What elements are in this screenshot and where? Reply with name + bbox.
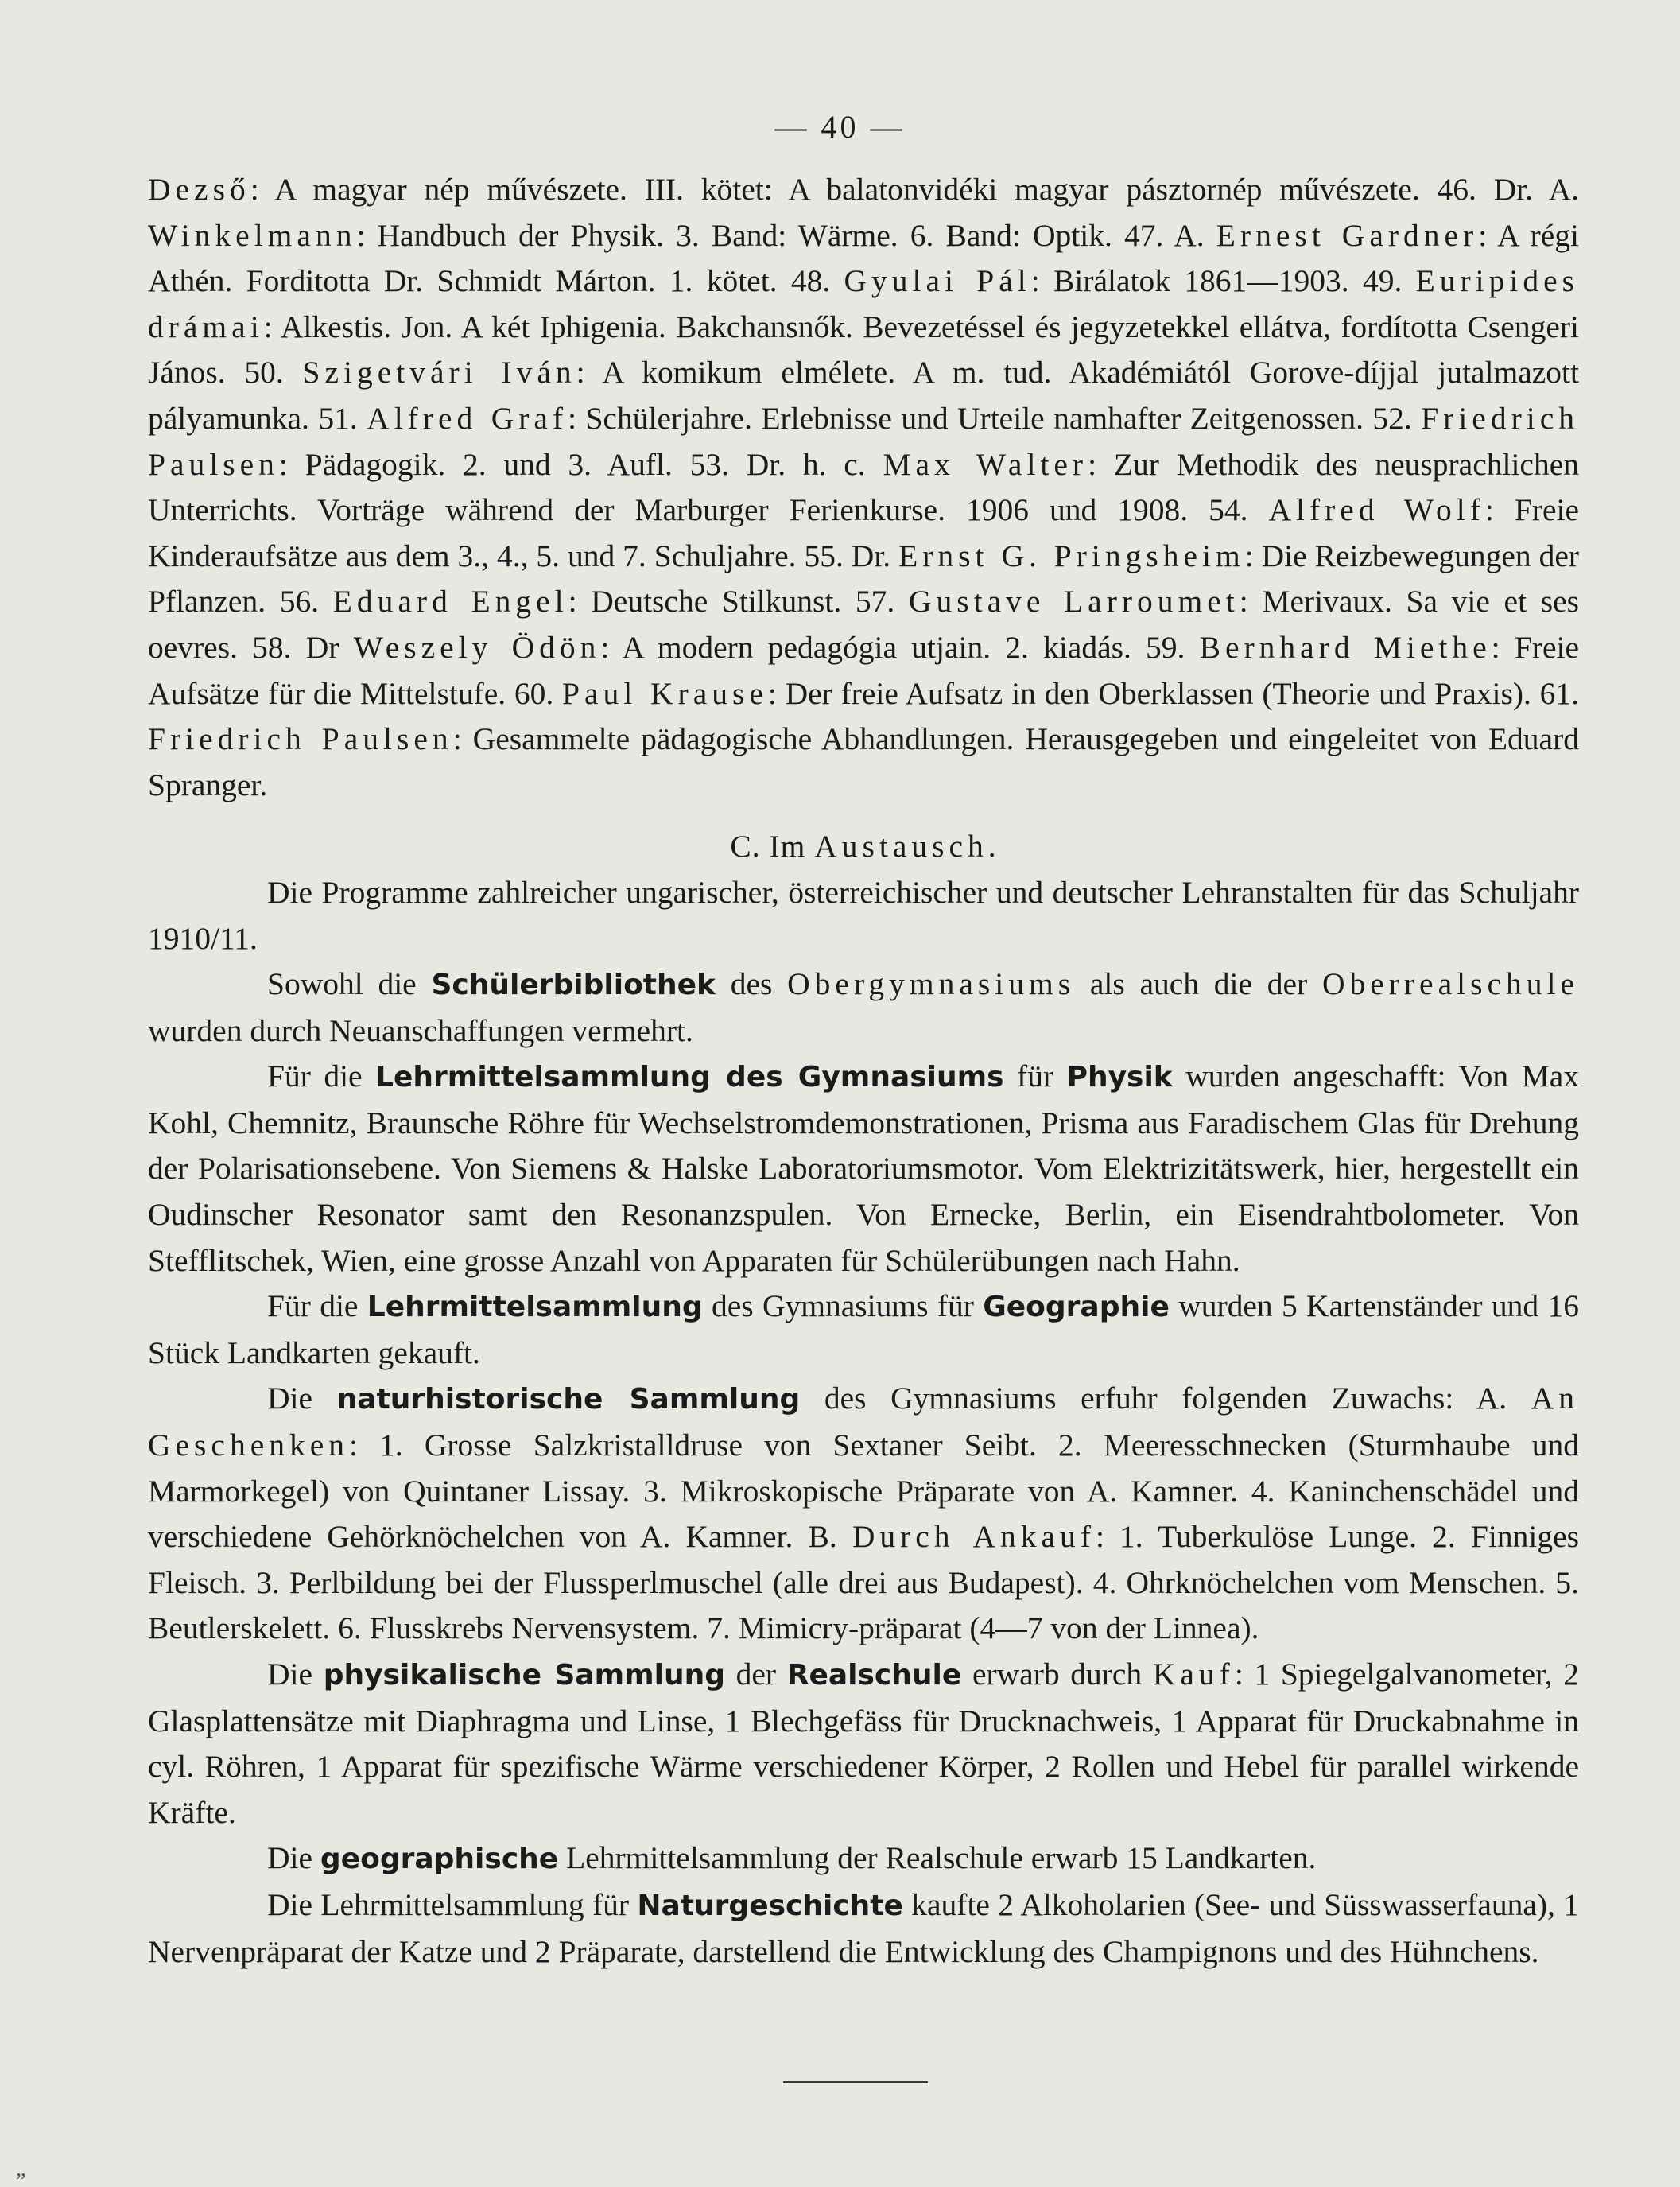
spaced-term: An Geschenken [148, 1381, 1579, 1463]
text-run: als auch die der [1075, 966, 1322, 1002]
keyword-bold: Realschule [786, 1659, 962, 1692]
paragraph-naturgeschichte [148, 1882, 1579, 1975]
text-run: der [724, 1657, 787, 1692]
text-run: : 1. Tuberkulöse Lunge. 2. Finniges Fleisch. 3. Perlbildung bei der Flussperlmuschel (alle drei aus Budapest). 4. Ohrknöchelchen vom Menschen. 5. Beutlerskelett. 6. Flusskrebs Nervensystem. 7. Mimicry-präparat (4—7 von der Linnea). [148, 1519, 1579, 1646]
entry-text: : Zur Methodik des neusprachlichen Unterrichts. Vorträge während der Marburger Ferienkurse. 1906 und 1908. 54. [148, 446, 1579, 528]
closing-rule [783, 2081, 928, 2083]
entry-text: : Freie Aufsätze für die Mittelstufe. 60. [148, 629, 1579, 711]
text-run: Die Lehrmittelsammlung für [267, 1886, 638, 1922]
author-name: Alfred Graf [367, 400, 568, 436]
spaced-term: Obergymnasiums [787, 966, 1076, 1002]
text-run: Für die [267, 1059, 376, 1094]
text-run: Sowohl die [267, 966, 432, 1002]
spaced-term: Oberrealschule [1321, 966, 1580, 1002]
author-name: Gyulai Pál [844, 263, 1031, 299]
entry-text: : Gesammelte pädagogische Abhandlungen. Herausgegeben und eingeleitet von Eduard Spranger. [148, 721, 1579, 802]
paragraph-physikalische [148, 1652, 1579, 1835]
keyword-bold: Lehrmittelsammlung [367, 1291, 703, 1324]
text-run: Für die [267, 1288, 367, 1324]
author-name: Paul Krause [562, 675, 768, 711]
keyword-bold: naturhistorische Sammlung [336, 1383, 801, 1416]
text-run: des Gymnasiums erfuhr folgenden Zuwachs: A. [800, 1381, 1531, 1416]
entry-text: : A magyar nép művészete. III. kötet: A balatonvidéki magyar pásztornép művészete. 46. Dr. A. [250, 172, 1579, 207]
author-name: Winkelmann [148, 217, 357, 253]
author-name: Friedrich Paulsen [148, 400, 1579, 482]
heading-prefix: C. Im [730, 829, 815, 864]
text-run: wurden durch Neuanschaffungen vermehrt. [148, 1012, 693, 1048]
entry-text: : Deutsche Stilkunst. 57. [568, 584, 909, 620]
paragraph-geographische [148, 1835, 1579, 1882]
entry-text: : A régi Athén. Forditotta Dr. Schmidt Márton. 1. kötet. 48. [148, 217, 1579, 299]
entry-text: : Die Reizbewegungen der Pflanzen. 56. [148, 538, 1580, 620]
text-run: des [716, 966, 788, 1002]
page-number: — 40 — [774, 109, 906, 145]
text-run: Die [267, 1840, 320, 1876]
entry-text: : Merivaux. Sa vie et ses oevres. 58. Dr [148, 584, 1579, 665]
entry-text: : Handbuch der Physik. 3. Band: Wärme. 6. Band: Optik. 47. A. [356, 217, 1216, 253]
keyword-bold: Geographie [983, 1291, 1170, 1324]
entry-text: : Pädagogik. 2. und 3. Aufl. 53. Dr. h. c. [278, 446, 883, 482]
text-run: Die [267, 1657, 324, 1692]
entry-text: : Alkestis. Jon. A két Iphigenia. Bakchansnők. Bevezetéssel és jegyzetekkel ellátva, fordította Csengeri János. 50. [148, 309, 1579, 390]
author-name: Friedrich Paulsen [148, 721, 453, 757]
text-run: : 1 Spiegelgalvanometer, 2 Glasplattensätze mit Diaphragma und Linse, 1 Blechgefäss für Drucknachweis, 1 Apparat für Druckabnahme in cyl. Röhren, 1 Apparat für spezifische Wärme verschiedener Körper, 2 Rollen und Hebel für parallel wirkende Kräfte. [148, 1657, 1579, 1830]
section-heading [148, 824, 1579, 870]
author-name: Ernest Gardner [1216, 217, 1479, 253]
text-run: wurden angeschafft: Von Max Kohl, Chemnitz, Braunsche Röhre für Wechselstromdemonstrationen, Prisma aus Faradischem Glas für Drehung der Polarisationsebene. Von Siemens & Halske Laboratoriumsmotor. Vom Elektrizitätswerk, hier, hergestellt ein Oudinscher Resonator samt den Resonanzspulen. Von Ernecke, Berlin, ein Eisendrahtbolometer. Von Stefflitschek, Wien, eine grosse Anzahl von Apparaten für Schülerübungen nach Hahn. [148, 1059, 1579, 1278]
heading-suffix: . [987, 829, 997, 864]
author-name: Euripides drámai [148, 263, 1579, 344]
margin-mark: „ [16, 2157, 26, 2181]
author-name: Alfred Wolf [1268, 492, 1485, 528]
keyword-bold: geographische [320, 1843, 559, 1876]
author-name: Dezső [148, 172, 250, 207]
author-name: Gustave Larroumet [908, 584, 1240, 620]
author-name: Weszely Ödön [353, 629, 601, 665]
entry-text: : Der freie Aufsatz in den Oberklassen (Theorie und Praxis). 61. [767, 675, 1579, 711]
text-run: des Gymnasiums für [702, 1288, 984, 1324]
entry-text: : Schülerjahre. Erlebnisse und Urteile namhafter Zeitgenossen. 52. [568, 400, 1422, 436]
bibliography-paragraph [148, 167, 1579, 808]
entry-text: : Freie Kinderaufsätze aus dem 3., 4., 5. und 7. Schuljahre. 55. Dr. [148, 492, 1580, 573]
text-run: Lehrmittelsammlung der Realschule erwarb 15 Landkarten. [558, 1840, 1317, 1876]
entry-text: : A modern pedagógia utjain. 2. kiadás. 59. [600, 629, 1200, 665]
spaced-term: Kauf [1152, 1657, 1235, 1692]
paragraph-physik [148, 1054, 1579, 1284]
text-run: Die [267, 1381, 337, 1416]
paragraph-naturhistorische [148, 1376, 1579, 1652]
paragraph-geographie [148, 1284, 1579, 1376]
text-run: erwarb durch [961, 1657, 1153, 1692]
keyword-bold: Schülerbibliothek [431, 969, 716, 1002]
heading-spaced: Austausch [814, 829, 988, 864]
keyword-bold: Lehrmittelsammlung des Gymnasiums [375, 1061, 1004, 1094]
paragraph-schuelerbibliothek [148, 961, 1579, 1054]
text-run: für [1003, 1059, 1067, 1094]
text-run: : 1. Grosse Salzkristalldruse von Sextaner Seibt. 2. Meeresschnecken (Sturmhaube und Marmorkegel) von Quintaner Lissay. 3. Mikroskopische Präparate von A. Kamner. 4. Kaninchenschädel und verschiedene Gehörknöchelchen von A. Kamner. B. [148, 1428, 1579, 1555]
author-name: Max Walter [883, 446, 1088, 482]
keyword-bold: Physik [1066, 1061, 1173, 1094]
entry-text: : Birálatok 1861—1903. 49. [1030, 263, 1416, 299]
page-body [148, 167, 1579, 1975]
text-run: wurden 5 Kartenständer und 16 Stück Landkarten gekauft. [148, 1288, 1580, 1370]
author-name: Eduard Engel [332, 584, 568, 620]
author-name: Ernst G. Pringsheim [898, 538, 1245, 573]
text-run: kaufte 2 Alkoholarien (See- und Süsswasserfauna), 1 Nervenpräparat der Katze und 2 Präparate, darstellend die Entwicklung des Champignons und des Hühnchens. [148, 1886, 1580, 1969]
keyword-bold: physikalische Sammlung [323, 1659, 725, 1692]
paragraph-programme: Die Programme zahlreicher ungarischer, österreichischer und deutscher Lehranstalten für das Schuljahr 1910/11. [148, 874, 1579, 956]
keyword-bold: Naturgeschichte [637, 1889, 903, 1922]
author-name: Szigetvári Iván [302, 355, 576, 390]
author-name: Bernhard Miethe [1199, 629, 1492, 665]
spaced-term: Durch Ankauf [852, 1519, 1096, 1555]
entry-text: : A komikum elmélete. A m. tud. Akadémiától Gorove-díjjal jutalmazott pályamunka. 51. [148, 355, 1579, 436]
